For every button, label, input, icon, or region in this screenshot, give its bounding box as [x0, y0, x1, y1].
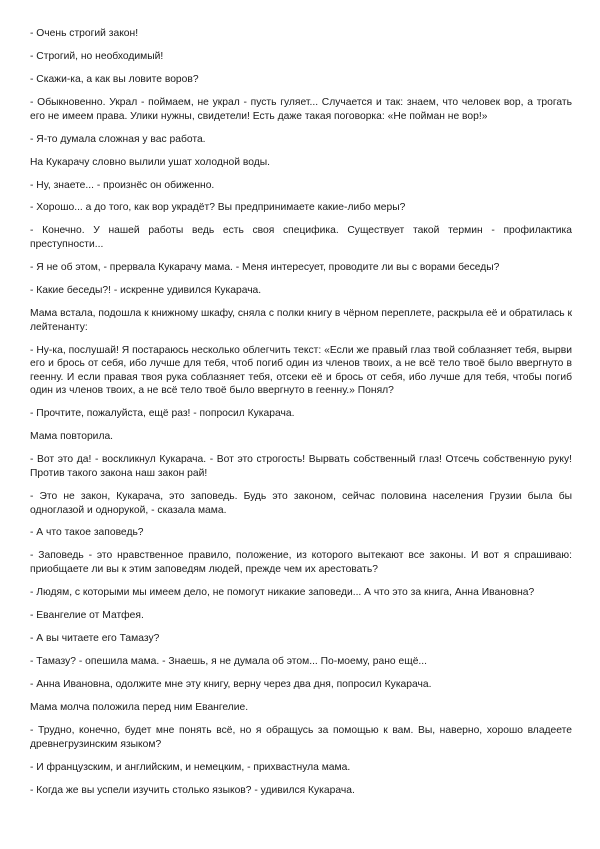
paragraph-2: - Строгий, но необходимый!: [30, 50, 164, 62]
paragraph-1: - Очень строгий закон!: [30, 28, 139, 39]
paragraph-23: - Тамазу? - опешила мама. - Знаешь, я не думала об этом... По-моему, рано ещё...: [30, 656, 428, 667]
paragraph-28: - Когда же вы успели изучить столько языков? - удивился Кукарача.: [30, 784, 355, 796]
paragraph-19: - Заповедь - это нравственное правило, положение, из которого вытекают все законы. И вот я спрашиваю: приобщаете ли вы к этим заповедям людей, прежде чем их арестовать?: [30, 550, 572, 576]
paragraph-18: - А что такое заповедь?: [30, 527, 144, 539]
paragraph-11: - Какие беседы?! - искренне удивился Кукарача.: [30, 285, 262, 297]
paragraph-8: - Хорошо... а до того, как вор украдёт? Вы предпринимаете какие-либо меры?: [30, 202, 406, 214]
paragraph-25: Мама молча положила перед ним Евангелие.: [30, 701, 249, 713]
paragraph-10: - Я не об этом, - прервала Кукарачу мама. - Меня интересует, проводите ли вы с ворами беседы?: [30, 262, 500, 274]
paragraph-13: - Ну-ка, послушай! Я постараюсь несколько облегчить текст: «Если же правый глаз твой соблазняет тебя, вырви его и брось от себя, ибо лучше для тебя, чтоб погиб один из членов твоих, а не всё тело твоё было ввергнуто в геенну. И если правая твоя рука соблазняет тебя, отсеки её и брось от себя, ибо лучше для тебя, чтобы погиб один из членов твоих, а не всё тело твоё было ввергнуто в геенну.» Понял?: [30, 344, 572, 397]
paragraph-7: - Ну, знаете... - произнёс он обиженно.: [30, 179, 215, 191]
paragraph-6: На Кукарачу словно вылили ушат холодной воды.: [30, 156, 271, 168]
paragraph-12: Мама встала, подошла к книжному шкафу, сняла с полки книгу в чёрном переплете, раскрыла её и обратилась к лейтенанту:: [30, 308, 572, 333]
paragraph-14: - Прочтите, пожалуйста, ещё раз! - попросил Кукарача.: [30, 408, 295, 420]
paragraph-27: - И французским, и английским, и немецким, - прихвастнула мама.: [30, 761, 351, 773]
paragraph-5: - Я-то думала сложная у вас работа.: [30, 133, 206, 145]
paragraph-17: - Это не закон, Кукарача, это заповедь. Будь это законом, сейчас половина населения Грузии была бы одноглазой и однорукой, - сказала мама.: [30, 490, 572, 516]
paragraph-4: - Обыкновенно. Украл - поймаем, не украл - пусть гуляет... Случается и так: знаем, что человек вор, а трогать его не имеем права. Улики нужны, свидетели! Есть даже такая поговорка: «Не пойман не вор!»: [30, 96, 572, 122]
document-page: [30, 27, 572, 807]
paragraph-22: - А вы читаете его Тамазу?: [30, 633, 160, 645]
paragraph-26: - Трудно, конечно, будет мне понять всё, но я обращусь за помощью к вам. Вы, наверно, хорошо владеете древнегрузинским языком?: [30, 724, 572, 750]
paragraph-20: - Людям, с которыми мы имеем дело, не помогут никакие заповеди... А что это за книга, Анна Ивановна?: [30, 587, 535, 599]
paragraph-15: Мама повторила.: [30, 431, 114, 443]
paragraph-9: - Конечно. У нашей работы ведь есть своя специфика. Существует такой термин - профилактика преступности...: [30, 225, 572, 251]
paragraph-3: - Скажи-ка, а как вы ловите воров?: [30, 73, 199, 85]
paragraph-16: - Вот это да! - воскликнул Кукарача. - Вот это строгость! Вырвать собственный глаз! Отсечь собственную руку! Против такого закона наш закон рай!: [30, 454, 572, 479]
paragraph-21: - Евангелие от Матфея.: [30, 610, 144, 622]
paragraph-24: - Анна Ивановна, одолжите мне эту книгу, верну через два дня, попросил Кукарача.: [30, 678, 432, 690]
